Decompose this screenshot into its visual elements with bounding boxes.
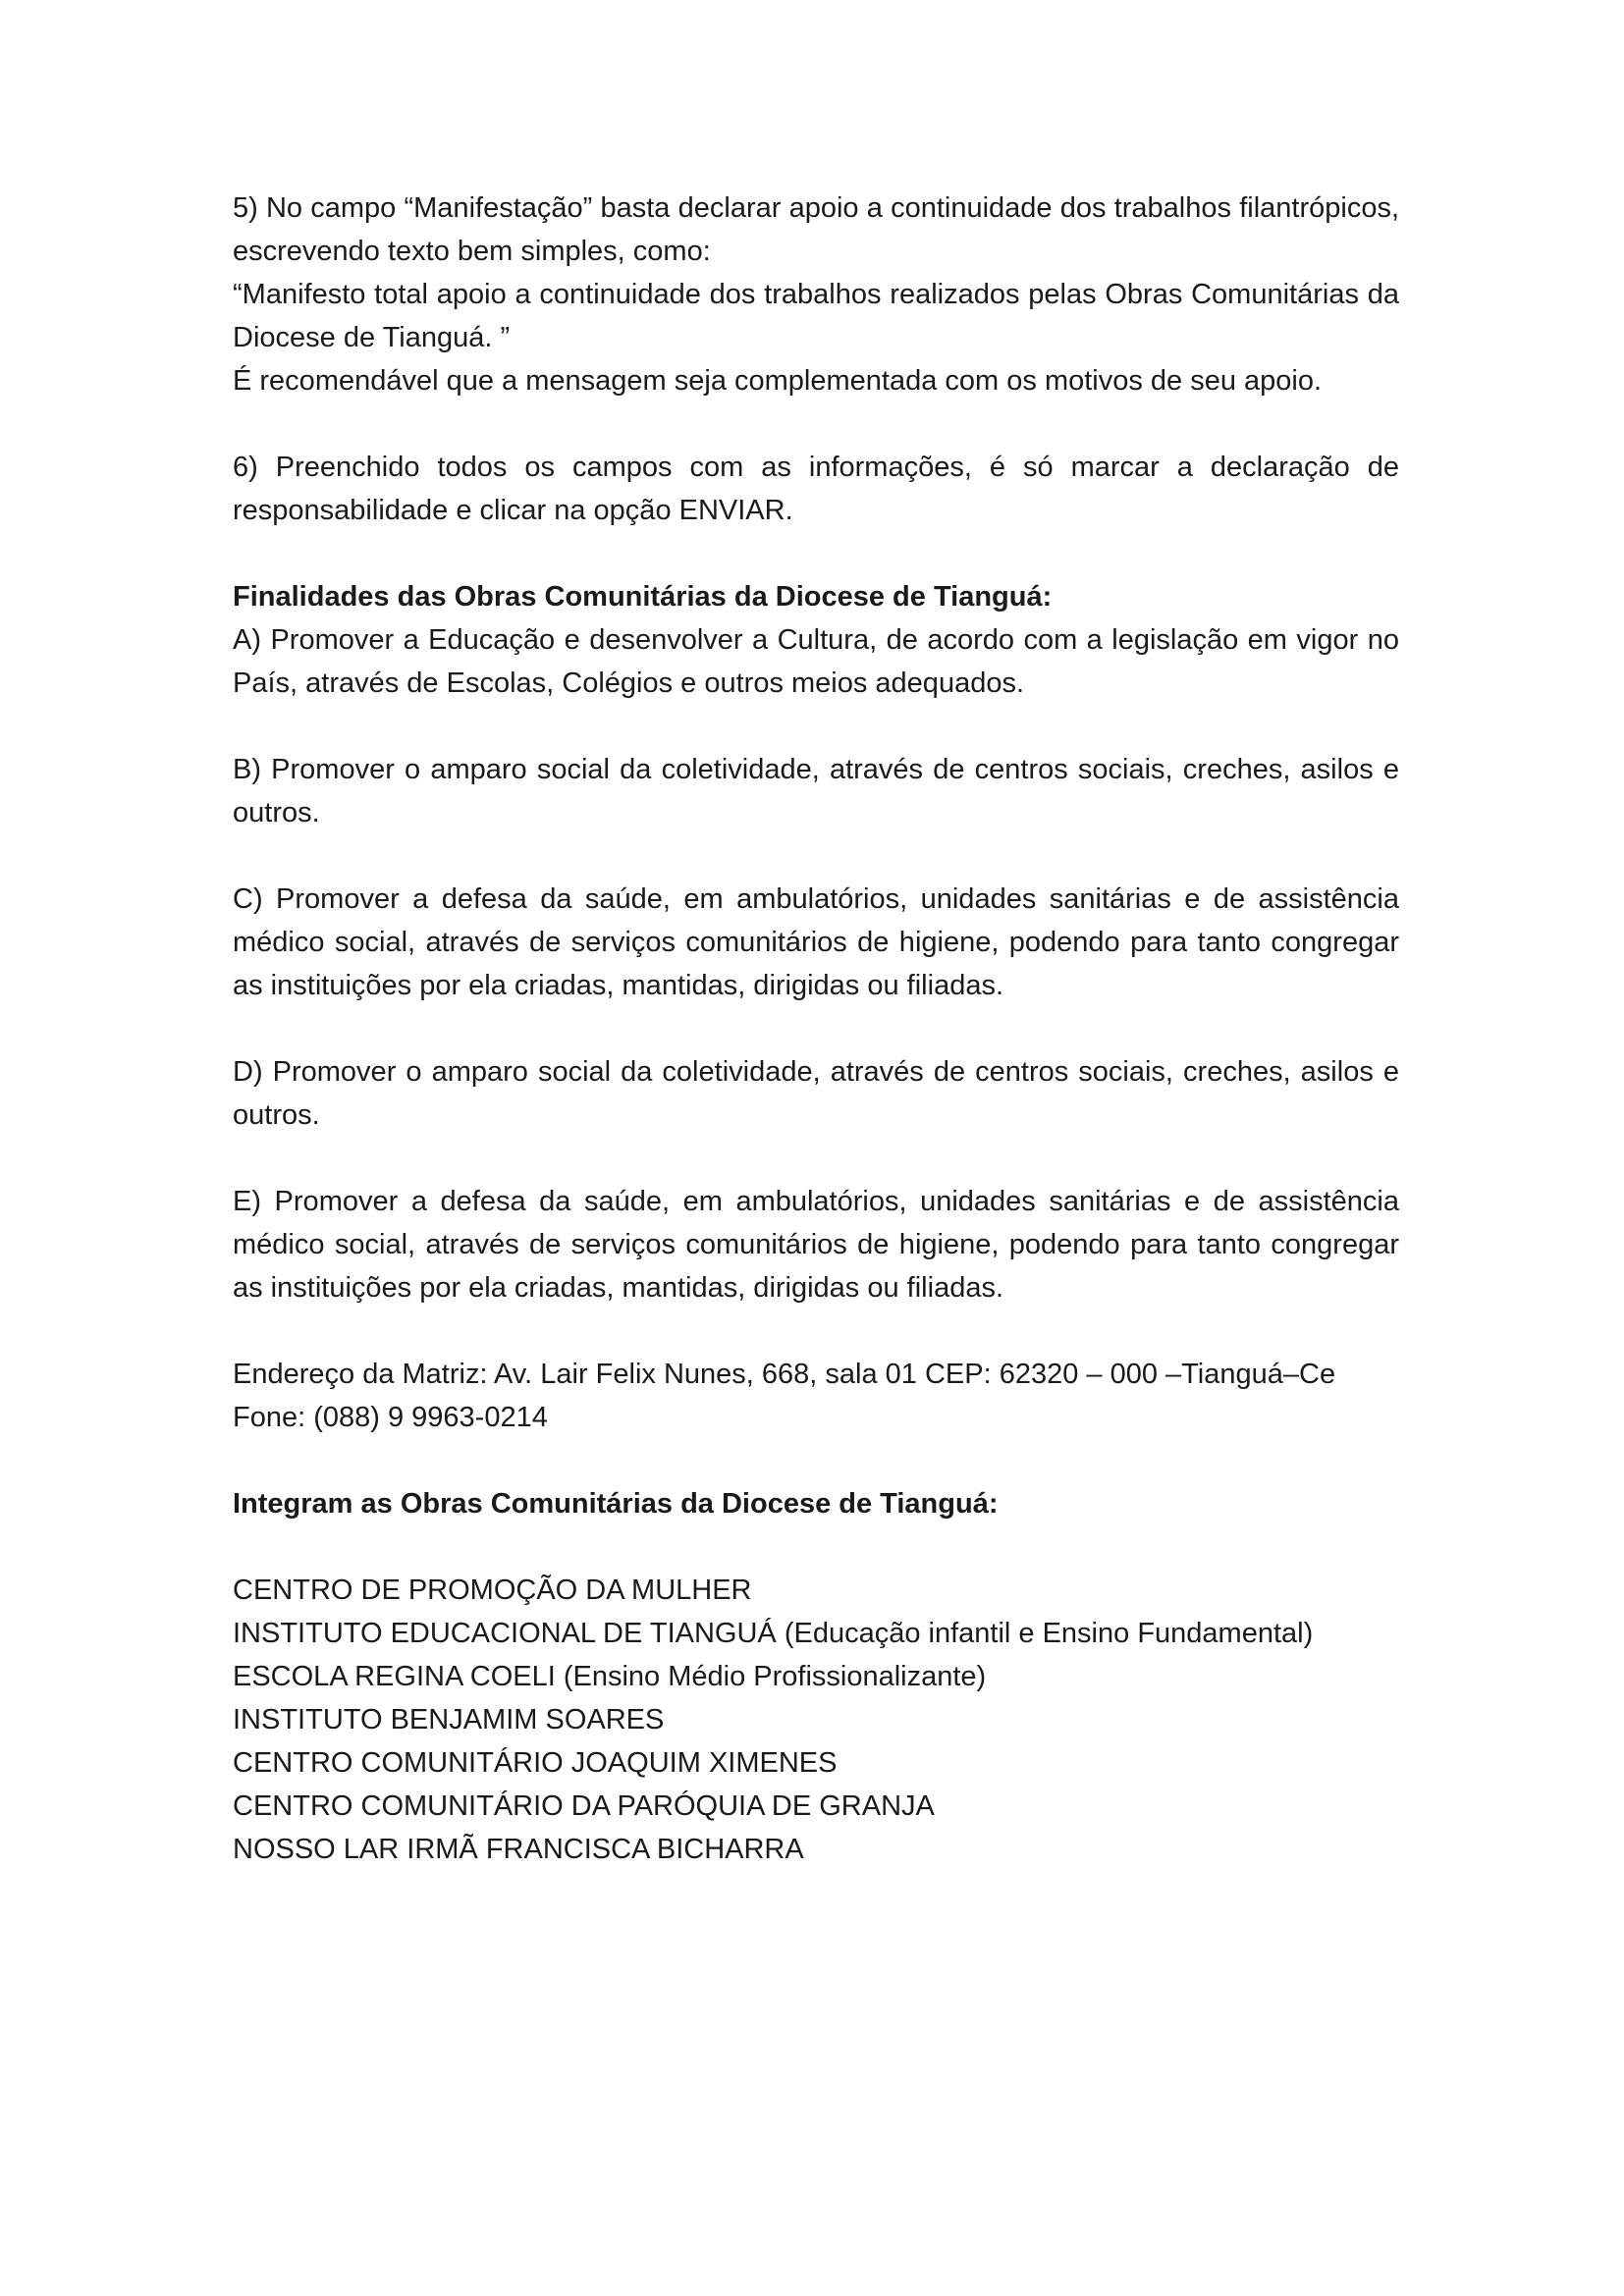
finalidade-d: D) Promover o amparo social da coletividade, através de centros sociais, creches, asilos e outros. — [233, 1056, 1399, 1131]
matriz-address: Endereço da Matriz: Av. Lair Felix Nunes, 668, sala 01 CEP: 62320 – 000 –Tianguá–Ce — [233, 1359, 1336, 1390]
integram-heading: Integram as Obras Comunitárias da Diocese de Tianguá: — [233, 1488, 999, 1520]
list-item: INSTITUTO EDUCACIONAL DE TIANGUÁ (Educação infantil e Ensino Fundamental) — [233, 1618, 1314, 1649]
finalidade-c: C) Promover a defesa da saúde, em ambulatórios, unidades sanitárias e de assistência médico social, através de serviços comunitários de higiene, podendo para tanto congregar as instituições por ela criadas, mantidas, dirigidas ou filiadas. — [233, 883, 1399, 1001]
finalidades-heading: Finalidades das Obras Comunitárias da Diocese de Tianguá: — [233, 581, 1053, 613]
list-item: CENTRO COMUNITÁRIO DA PARÓQUIA DE GRANJA — [233, 1790, 935, 1822]
finalidade-a: A) Promover a Educação e desenvolver a Cultura, de acordo com a legislação em vigor no País, através de Escolas, Colégios e outros meios adequados. — [233, 624, 1399, 699]
list-item: NOSSO LAR IRMÃ FRANCISCA BICHARRA — [233, 1834, 804, 1865]
item6-instruction: 6) Preenchido todos os campos com as informações, é só marcar a declaração de responsabilidade e clicar na opção ENVIAR. — [233, 452, 1399, 526]
integram-list — [233, 1569, 1399, 1871]
list-item: INSTITUTO BENJAMIM SOARES — [233, 1704, 665, 1735]
list-item: CENTRO DE PROMOÇÃO DA MULHER — [233, 1575, 752, 1606]
item5-instruction: 5) No campo “Manifestação” basta declarar apoio a continuidade dos trabalhos filantrópicos, escrevendo texto bem simples, como: — [233, 192, 1399, 267]
matriz-phone: Fone: (088) 9 9963-0214 — [233, 1402, 548, 1433]
finalidade-e: E) Promover a defesa da saúde, em ambulatórios, unidades sanitárias e de assistência médico social, através de serviços comunitários de higiene, podendo para tanto congregar as instituições por ela criadas, mantidas, dirigidas ou filiadas. — [233, 1186, 1399, 1304]
document-page — [233, 187, 1399, 1871]
item5-recommendation: É recomendável que a mensagem seja complementada com os motivos de seu apoio. — [233, 365, 1323, 397]
list-item: CENTRO COMUNITÁRIO JOAQUIM XIMENES — [233, 1747, 838, 1779]
item5-example-message: “Manifesto total apoio a continuidade dos trabalhos realizados pelas Obras Comunitárias da Diocese de Tianguá. ” — [233, 279, 1399, 353]
finalidade-b: B) Promover o amparo social da coletividade, através de centros sociais, creches, asilos e outros. — [233, 754, 1399, 828]
list-item: ESCOLA REGINA COELI (Ensino Médio Profissionalizante) — [233, 1661, 987, 1692]
